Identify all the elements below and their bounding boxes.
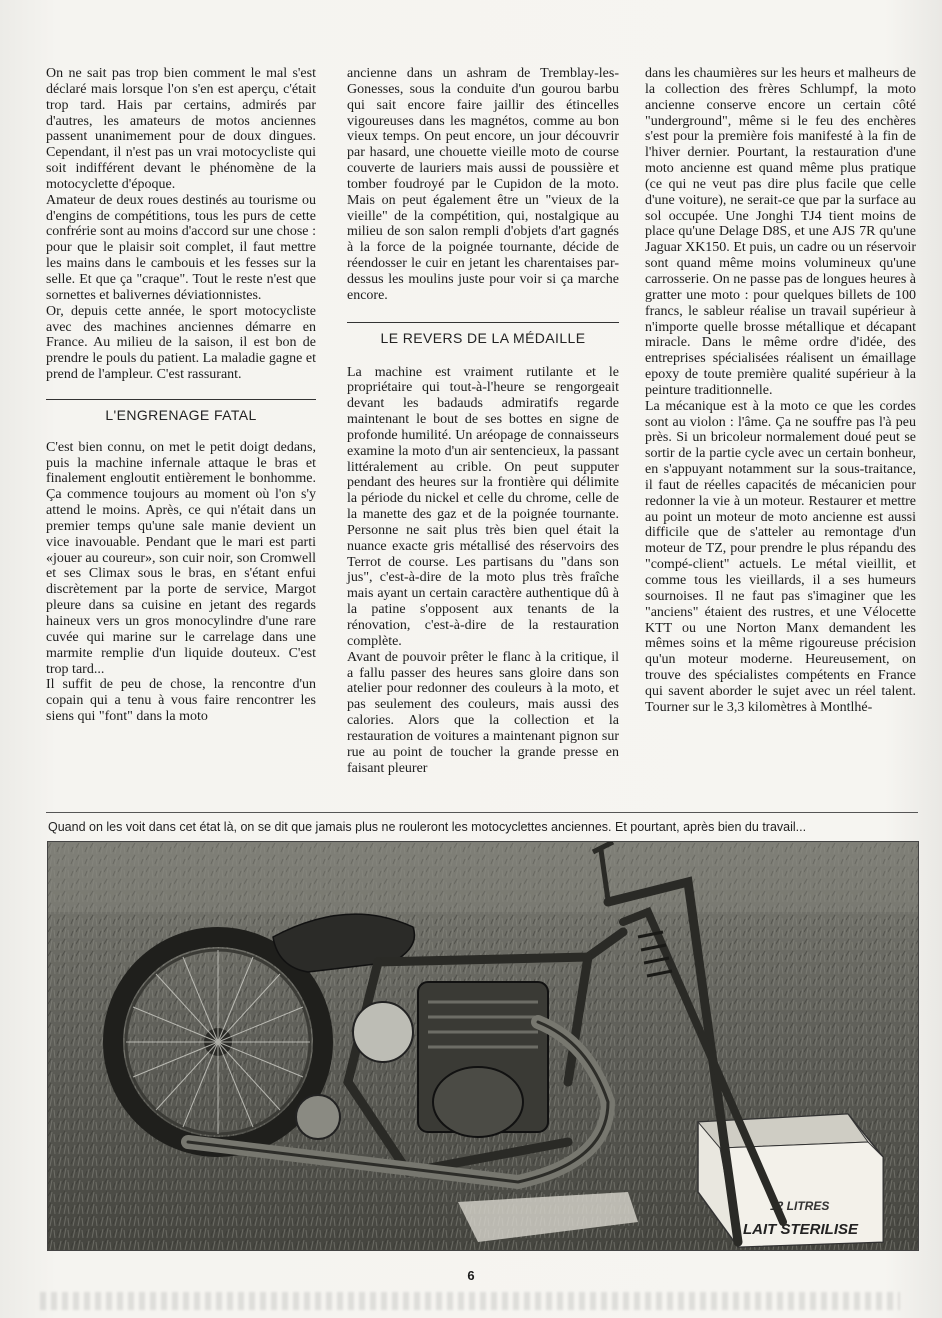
paragraph: ancienne dans un ashram de Tremblay-les-Gonesses, sous la conduite d'un gourou barbu qui sait encore faire jaillir des étincelles vigoureuses dans les magnétos, comme au bon vieux temps. On peut encore, un jour découvrir par hasard, une chouette vieille moto de course couverte de lauriers mais aussi de poussière et tomber foudroyé par le Cupidon de la moto. Mais on peut également être un "vieux de la vieille" de la compétition, qui, nostalgique au milieu de son salon rempli d'objets d'art gagnés à la force de la poignée tournante, décide de réendosser le cuir en jetant les charentaises par-dessus les moulins juste pour voir si ça marche encore. (347, 66, 619, 303)
paragraph: On ne sait pas trop bien comment le mal s'est déclaré mais lorsque l'on s'en est aperçu, c'était trop tard. Hais par certains, admirés par d'autres, les amateurs de motos anciennes passent unanimement pour de doux dingues. Cependant, il n'est pas un vrai motocycliste qui soit indifférent devant le phénomène de la motocyclette d'époque. (46, 66, 316, 192)
print-bleed-through (40, 1292, 900, 1310)
paragraph: Amateur de deux roues destinés au tourisme ou d'engins de compétitions, tous les purs de cette confrérie sont au moins d'accord sur une chose : pour que le plaisir soit complet, il faut mettre les mains dans le cambouis et les fesses sur la selle. Et que ça "craque". Tout le reste n'est que sornettes et balivernes déviationnistes. (46, 192, 316, 303)
paragraph: Il suffit de peu de chose, la rencontre d'un copain qui a tenu à vous faire rencontrer les siens qui "font" dans la moto (46, 677, 316, 725)
motorcycle-illustration (48, 842, 918, 1250)
article-column-2 (347, 66, 619, 776)
photo-caption: Quand on les voit dans cet état là, on se dit que jamais plus ne rouleront les motocyclettes anciennes. Et pourtant, après bien du travail... (48, 820, 807, 834)
section-heading-engrenage: L'ENGRENAGE FATAL (46, 399, 316, 424)
motorcycle-photo (47, 841, 919, 1251)
rear-wheel (113, 937, 323, 1147)
paragraph: La mécanique est à la moto ce que les cordes sont au violon : l'âme. Ça ne souffre pas l'à peu près. Si un bricoleur normalement doué peut se sortir de la partie cycle avec un certain bonheur, en s'appuyant notamment sur la sous-traitance, il faut de réelles capacités de mécanicien pour redonner la vie à un moteur. Restaurer et mettre au point un moteur de moto ancienne est aussi difficile que de s'atteler au remontage d'un moteur de TZ, pour prendre le plus répandu des "compé-client" actuels. Le métal vieillit, et comme tous les vieillards, il a ses humeurs sournoises. Il ne faut pas s'imaginer que les "anciens" étaient des rustres, et une Vélocette KTT ou une Norton Manx demandent les mêmes soins et la même rigoureuse précision qu'un moteur moderne. Heureusement, on trouve des spécialistes compétents en France qui savent aborder le sujet avec un réel talent. Tourner sur le 3,3 kilomètres à Montlhé- (645, 398, 916, 715)
section-heading-revers: LE REVERS DE LA MÉDAILLE (347, 322, 619, 347)
paragraph: dans les chaumières sur les heurs et malheurs de la collection des frères Schlumpf, la moto ancienne conserve encore un certain côté "underground", même si le feu des enchères s'est pour la première fois manifesté à la fin de l'hiver dernier. Pourtant, la restauration d'une moto ancienne est quand même plus pratique (ce qui ne veut pas dire plus facile que celle d'une voiture), ne serait-ce que par la surface au sol occupée. Une Jonghi TJ4 tient moins de place qu'une Delage D8S, et une AJS 7R qu'une Jaguar XK150. Et puis, un cadre ou un réservoir sont quand même moins volumineux qu'une carrosserie. On ne passe pas de longues heures à gratter une moto : pour quelques billets de 100 francs, le sableur réalise un travail supérieur à n'importe quelle brosse métallique et décapant miracle. Dans le même ordre d'idée, des entreprises spécialisées réalisent un émaillage epoxy de toute première qualité supérieur à la peinture traditionnelle. (645, 66, 916, 398)
article-column-3 (645, 66, 916, 716)
box-print-line-2: LAIT STERILISE (743, 1221, 859, 1238)
paragraph: La machine est vraiment rutilante et le propriétaire qui tout-à-l'heure se rengorgeait devant les badauds admiratifs regarde maintenant le bout de ses bottes en signe de profonde humilité. Un aréopage de connaisseurs examine la moto d'un air sentencieux, la passant littéralement au crible. On peut supputer pendant des heures sur la frontière qui délimite la période du nickel et celle du chrome, celle de la manette des gaz et de la poignée tournante. Personne ne sait plus très bien quel était la nuance exacte gris métallisé des réservoirs des Terrot de course. Les partisans du "dans son jus", c'est-à-dire de la moto plus très fraîche mais ayant un certain caractère authentique dû à la patine s'opposent aux tenants de la rénovation, c'est-à-dire de la restauration complète. (347, 364, 619, 649)
paragraph: Avant de pouvoir prêter le flanc à la critique, il a fallu passer des heures sans gloire dans son atelier pour redonner des couleurs à la moto, et pas seulement des couleurs, mais aussi des calories. Alors que la collection et la restauration de voitures a maintenant pignon sur rue au point de toucher la grande presse en faisant pleurer (347, 649, 619, 776)
paragraph: C'est bien connu, on met le petit doigt dedans, puis la machine infernale attaque le bras et finalement engloutit entièrement le bonhomme. Ça commence toujours au moment où l'on s'y attend le moins. Après, ce qui n'était dans un premier temps qu'une sale manie devient un vice inavouable. Pendant que le mari est parti «jouer au coureur», son cuir noir, son Cromwell et ses Climax sous le bras, en s'étant enfui discrètement par la porte de service, Margot pleure dans sa cuisine en jetant des regards haineux vers un gros monocylindre d'une rare cuvée qui marine sur le carrelage dans une marmite remplie d'un liquide douteux. C'est trop tard... (46, 439, 316, 677)
paragraph: Or, depuis cette année, le sport motocycliste avec des machines anciennes démarre en France. Au milieu de la saison, il est bon de prendre le pouls du patient. La maladie gagne et prend de l'ampleur. C'est rassurant. (46, 303, 316, 383)
article-column-1 (46, 66, 316, 725)
page-number: 6 (467, 1268, 475, 1283)
box-print-line-1: 12 LITRES (770, 1199, 830, 1213)
caption-divider (46, 812, 918, 813)
